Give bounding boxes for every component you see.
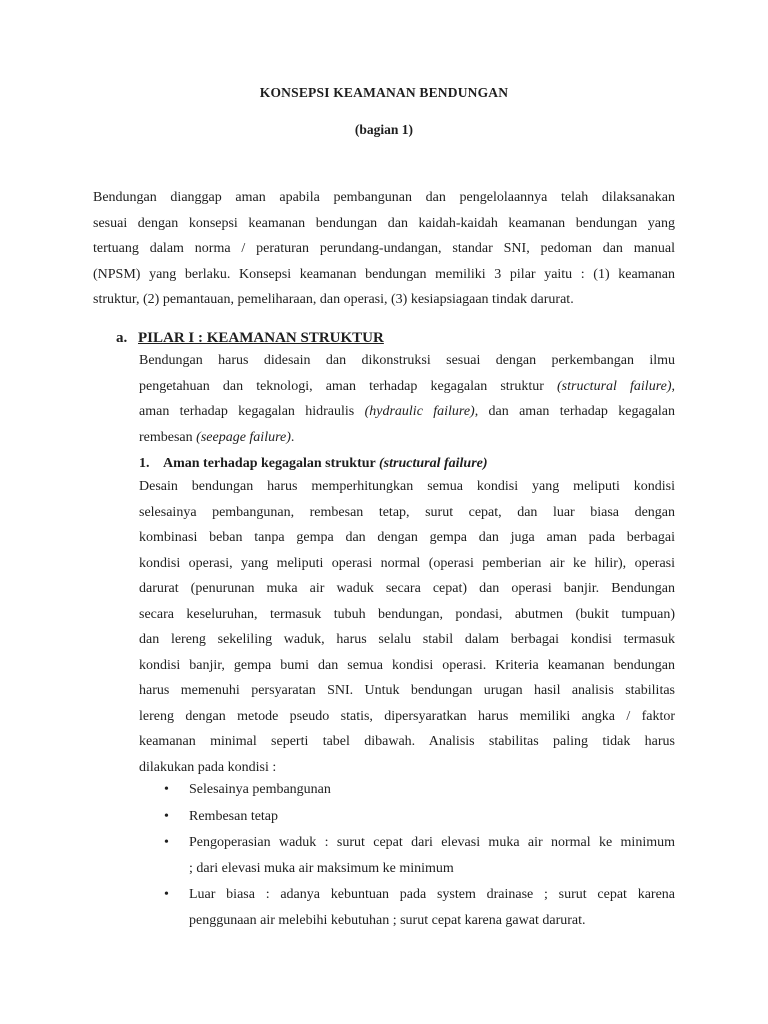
section-heading-text: PILAR I : KEAMANAN STRUKTUR — [138, 330, 384, 346]
intro-paragraph — [93, 185, 675, 313]
bullet-text: Pengoperasian waduk : surut cepat dari elevasi muka air normal ke minimum — [189, 835, 675, 850]
list-item — [161, 830, 675, 881]
pilar-line — [139, 399, 675, 425]
structural-line: selesainya pembangunan, rembesan tetap, surut cepat, dan luar biasa dengan — [139, 504, 675, 520]
bullet-text: Rembesan tetap — [189, 808, 279, 824]
document-title: KONSEPSI KEAMANAN BENDUNGAN — [259, 85, 509, 100]
intro-line: struktur, (2) pemantauan, pemeliharaan, dan operasi, (3) kesiapsiagaan tindak darurat. — [93, 292, 574, 307]
subsection-heading-italic: (structural failure) — [379, 456, 488, 471]
italic-term: (seepage failure) — [196, 429, 291, 445]
italic-term: (hydraulic failure) — [364, 404, 475, 419]
subsection-number: 1. — [139, 456, 150, 471]
structural-line: keamanan minimal seperti tabel dibawah. Analisis stabilitas paling tidak harus — [139, 734, 675, 749]
pilar-line-tail: . — [290, 429, 295, 445]
pilar-paragraph — [139, 348, 675, 450]
structural-line: lereng dengan metode pseudo statis, dipersyaratkan harus memiliki angka / faktor — [139, 708, 675, 724]
pilar-line — [139, 425, 675, 451]
intro-line: tertuang dalam norma / peraturan perundang-undangan, standar SNI, pedoman dan manual — [93, 241, 675, 256]
list-item — [161, 882, 675, 933]
subsection-1-heading — [139, 451, 488, 477]
structural-line: dan lereng sekeliling waduk, harus selalu stabil dalam berbagai kondisi termasuk — [139, 632, 675, 647]
structural-line: kondisi banjir, gempa bumi dan semua kondisi operasi. Kriteria keamanan bendungan — [139, 657, 675, 673]
bullet-icon: • — [164, 782, 169, 797]
bullet-icon: • — [164, 887, 169, 902]
structural-line: Desain bendungan harus memperhitungkan semua kondisi yang meliputi kondisi — [139, 479, 675, 494]
structural-line: darurat (penurunan muka air waduk secara cepat) dan operasi banjir. Bendungan — [139, 581, 675, 596]
pilar-line-text: aman terhadap kegagalan hidraulis — [139, 404, 355, 419]
pilar-line-tail: , dan aman terhadap kegagalan — [474, 404, 676, 419]
bullet-text: ; dari elevasi muka air maksimum ke minimum — [189, 860, 454, 876]
pilar-line-tail: , — [671, 378, 675, 394]
section-marker: a. — [116, 330, 128, 346]
pilar-line — [139, 374, 675, 400]
intro-line: sesuai dengan konsepsi keamanan bendungan dan kaidah-kaidah keamanan bendungan yang — [93, 215, 675, 231]
bullet-text: penggunaan air melebihi kebutuhan ; surut cepat karena gawat darurat. — [189, 912, 586, 928]
pilar-line-text: rembesan — [139, 429, 193, 445]
condition-bullet-list — [161, 777, 675, 933]
list-item — [161, 804, 675, 830]
bullet-text: Selesainya pembangunan — [189, 782, 331, 797]
structural-paragraph — [139, 474, 675, 780]
list-item — [161, 777, 675, 803]
subsection-heading-text: Aman terhadap kegagalan struktur — [163, 456, 376, 471]
structural-line: harus memenuhi persyaratan SNI. Untuk bendungan urugan hasil analisis stabilitas — [139, 683, 675, 698]
intro-line: Bendungan dianggap aman apabila pembangunan dan pengelolaannya telah dilaksanakan — [93, 190, 675, 205]
pilar-line: Bendungan harus didesain dan dikonstruksi sesuai dengan perkembangan ilmu — [139, 353, 675, 368]
structural-line: dilakukan pada kondisi : — [139, 759, 277, 775]
intro-line: (NPSM) yang berlaku. Konsepsi keamanan bendungan memiliki 3 pilar yaitu : (1) keamanan — [93, 266, 675, 282]
bullet-icon: • — [164, 835, 169, 850]
italic-term: (structural failure) — [557, 378, 672, 394]
structural-line: kombinasi beban tanpa gempa dan dengan gempa dan juga aman pada berbagai — [139, 530, 675, 545]
bullet-text: Luar biasa : adanya kebuntuan pada system drainase ; surut cepat karena — [189, 887, 675, 902]
bullet-icon: • — [164, 808, 169, 824]
pilar-line-text: pengetahuan dan teknologi, aman terhadap kegagalan struktur — [139, 378, 544, 394]
document-subtitle: (bagian 1) — [354, 122, 414, 137]
structural-line: kondisi operasi, yang meliputi operasi normal (operasi pemberian air ke hilir), operasi — [139, 555, 675, 571]
structural-line: secara keseluruhan, termasuk tubuh bendungan, pondasi, abutmen (bukit tumpuan) — [139, 606, 675, 622]
